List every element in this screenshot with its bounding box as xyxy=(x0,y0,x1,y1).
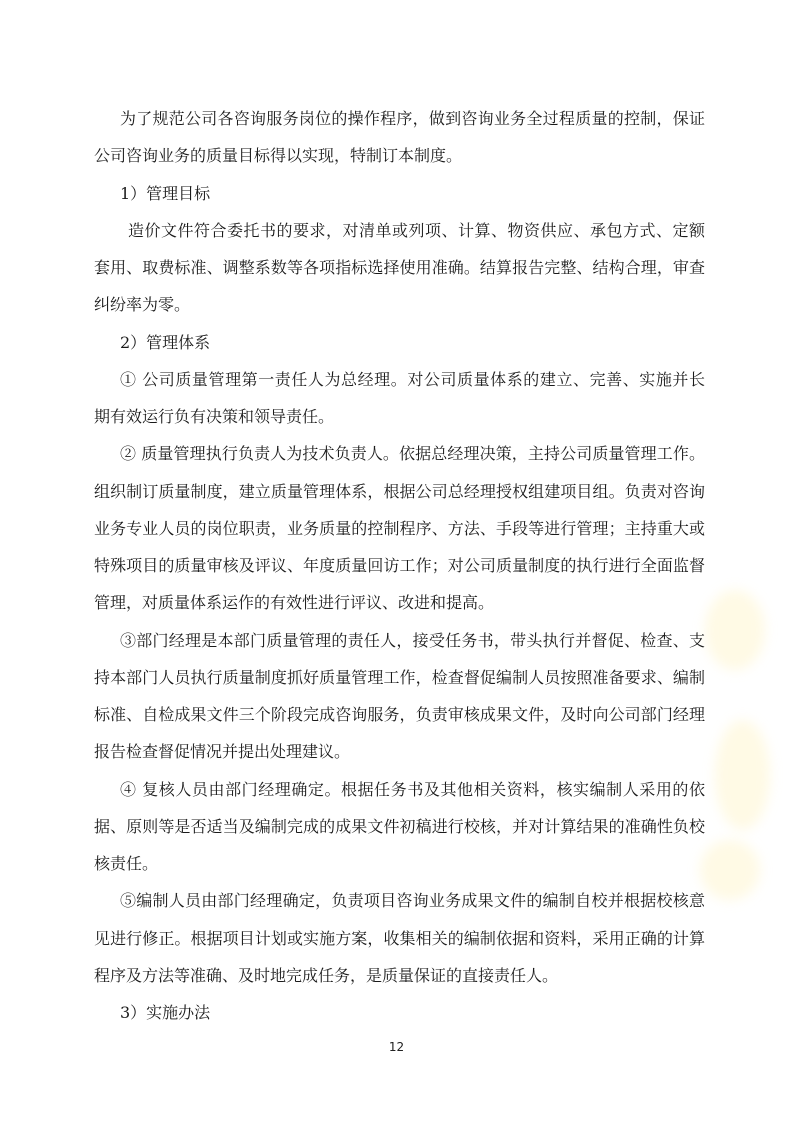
paragraph xyxy=(94,435,705,621)
section-heading xyxy=(94,994,705,1031)
document-body xyxy=(94,100,705,1031)
text-line: 管理，对质量体系运作的有效性进行评议、改进和提高。 xyxy=(94,593,495,613)
text-line: 期有效运行负有决策和领导责任。 xyxy=(94,407,335,426)
paragraph xyxy=(94,361,705,436)
watermark xyxy=(705,590,765,670)
page-number: 12 xyxy=(388,1040,405,1054)
text-line: 造价文件符合委托书的要求，对清单或列项、计算、物资供应、承包方式、定额 xyxy=(128,220,705,240)
text-line: 组织制订质量制度，建立质量管理体系，根据公司总经理授权组建项目组。负责对咨询 xyxy=(94,481,705,501)
paragraph xyxy=(94,100,705,175)
paragraph xyxy=(94,771,705,883)
text-line: 报告检查督促情况并提出处理建议。 xyxy=(94,742,351,762)
paragraph xyxy=(94,212,705,324)
text-line: 3）实施办法 xyxy=(120,1003,211,1022)
watermark xyxy=(700,840,760,900)
text-line: ① 公司质量管理第一责任人为总经理。对公司质量体系的建立、完善、实施并长 xyxy=(120,369,705,389)
text-line: 特殊项目的质量审核及评议、年度质量回访工作；对公司质量制度的执行进行全面监督 xyxy=(94,556,705,575)
text-line: 业务专业人员的岗位职责，业务质量的控制程序、方法、手段等进行管理；主持重大或 xyxy=(94,518,705,538)
paragraph xyxy=(94,622,705,771)
text-line: 1）管理目标 xyxy=(120,183,211,203)
text-line: 程序及方法等准确、及时地完成任务，是质量保证的直接责任人。 xyxy=(94,965,559,985)
text-line: 见进行修正。根据项目计划或实施方案，收集相关的编制依据和资料，采用正确的计算 xyxy=(94,928,705,948)
text-line: ③部门经理是本部门质量管理的责任人，接受任务书，带头执行并督促、检查、支 xyxy=(120,630,705,650)
text-line: 据、原则等是否适当及编制完成的成果文件初稿进行校核，并对计算结果的准确性负校 xyxy=(94,816,705,836)
text-line: ⑤编制人员由部门经理确定，负责项目咨询业务成果文件的编制自校并根据校核意 xyxy=(120,891,705,911)
text-line: 为了规范公司各咨询服务岗位的操作程序，做到咨询业务全过程质量的控制，保证 xyxy=(120,109,705,128)
text-line: 2）管理体系 xyxy=(120,332,211,352)
text-line: 核责任。 xyxy=(94,854,159,873)
text-line: 套用、取费标准、调整系数等各项指标选择使用准确。结算报告完整、结构合理，审查 xyxy=(94,258,705,277)
paragraph xyxy=(94,882,705,994)
text-line: 纠纷率为零。 xyxy=(94,295,191,315)
section-heading xyxy=(94,324,705,361)
text-line: ② 质量管理执行负责人为技术负责人。依据总经理决策，主持公司质量管理工作。 xyxy=(120,444,705,464)
section-heading xyxy=(94,175,705,212)
text-line: 标准、自检成果文件三个阶段完成咨询服务，负责审核成果文件，及时向公司部门经理 xyxy=(94,705,705,724)
text-line: 公司咨询业务的质量目标得以实现，特制订本制度。 xyxy=(94,146,463,166)
watermark xyxy=(715,720,770,830)
text-line: ④ 复核人员由部门经理确定。根据任务书及其他相关资料，核实编制人采用的依 xyxy=(120,779,705,799)
text-line: 持本部门人员执行质量制度抓好质量管理工作，检查督促编制人员按照准备要求、编制 xyxy=(94,667,705,687)
